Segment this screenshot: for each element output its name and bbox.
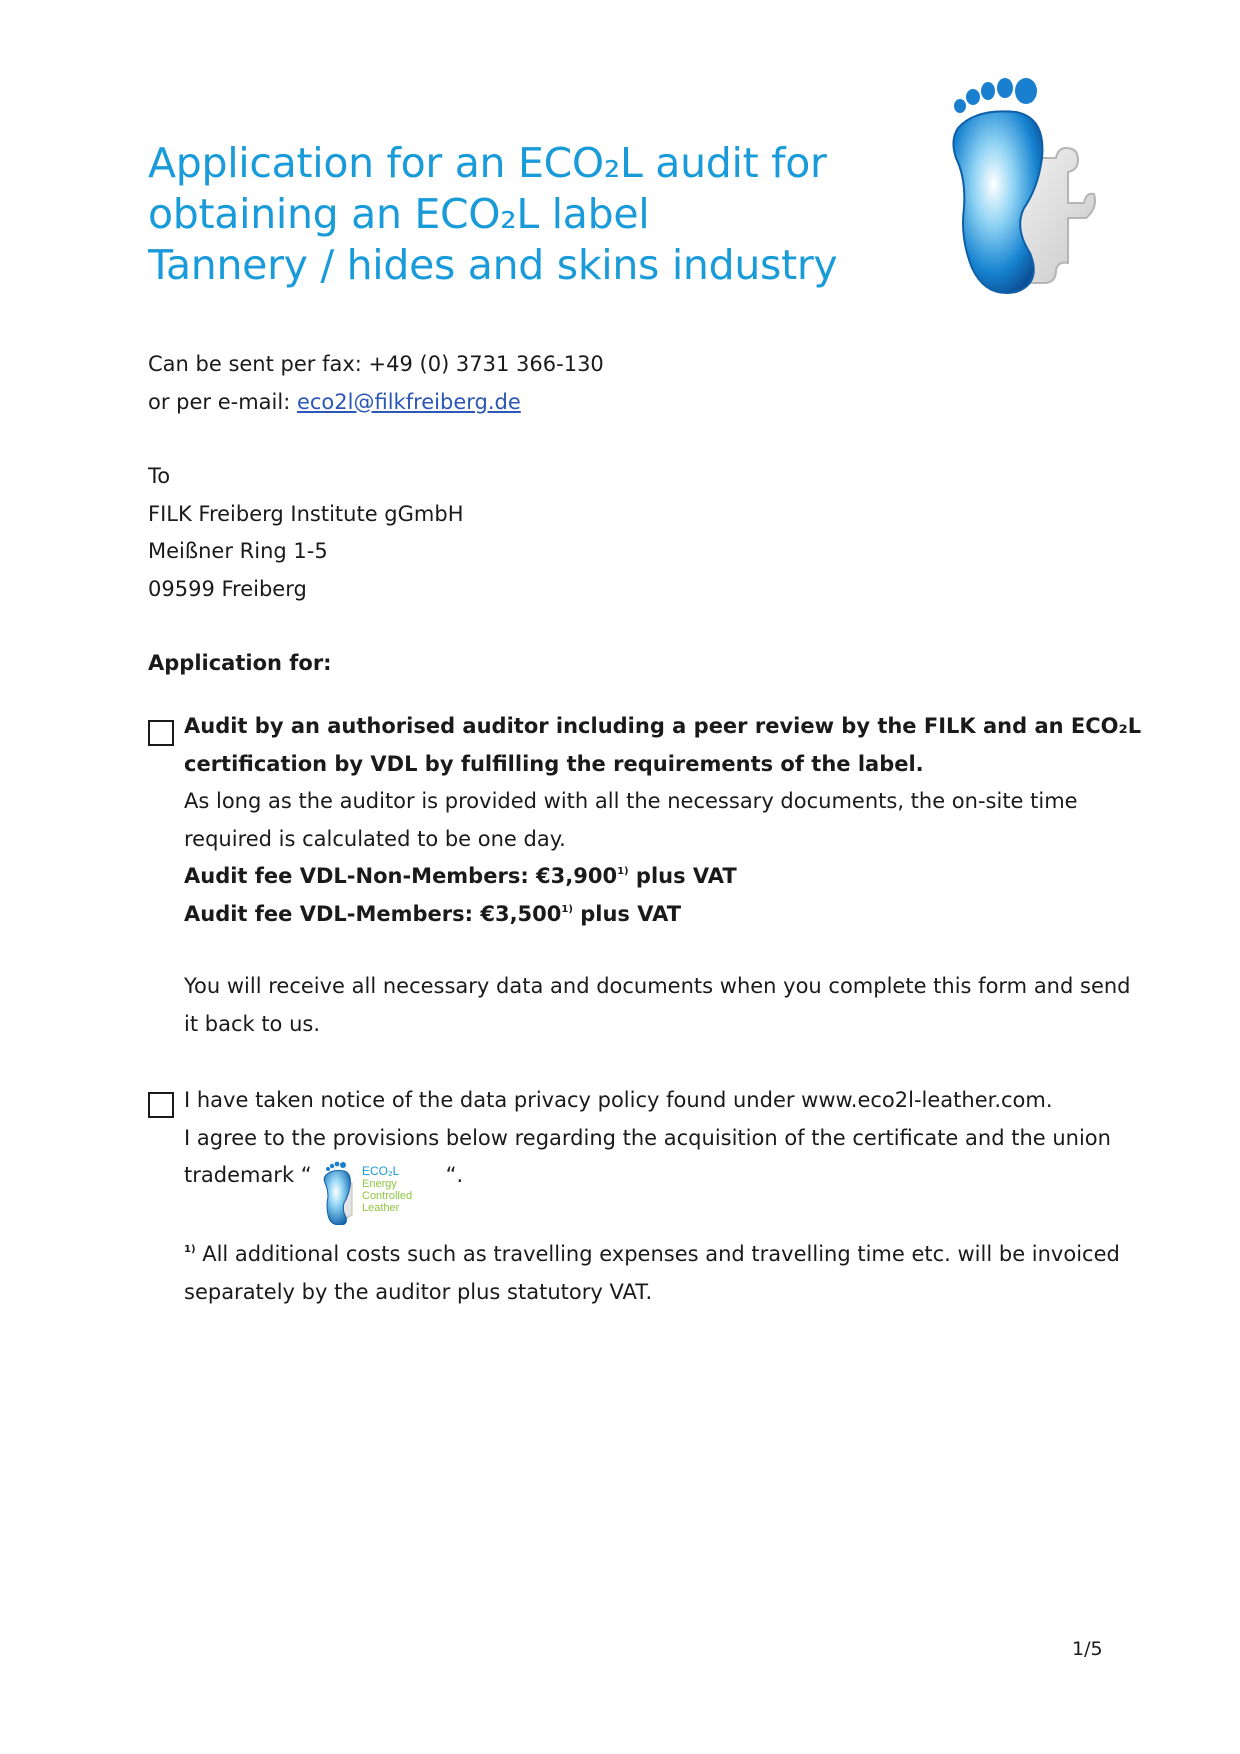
email-line xyxy=(148,384,604,422)
trademark-line xyxy=(184,1157,1104,1225)
footnote-marker: 1) xyxy=(184,1244,196,1255)
title-line-2: obtaining an ECO₂L label xyxy=(148,190,650,238)
audit-option-title-line-2: certification by VDL by fulfilling the requirements of the label. xyxy=(184,751,924,776)
footnote-line-2: separately by the auditor plus statutory VAT. xyxy=(184,1279,653,1304)
fee-members-amount: Audit fee VDL-Members: €3,500 xyxy=(184,901,562,926)
fee-members-vat: plus VAT xyxy=(572,901,682,926)
address-city: 09599 Freiberg xyxy=(148,576,307,601)
logo-text-leather: Leather xyxy=(361,1202,399,1214)
fax-line: Can be sent per fax: +49 (0) 3731 366-130 xyxy=(148,352,604,376)
fee-non-members-amount: Audit fee VDL-Non-Members: €3,900 xyxy=(184,864,618,888)
logo-text-eco2l: ECO₂L xyxy=(361,1164,400,1178)
title-line-3: Tannery / hides and skins industry xyxy=(148,241,838,289)
audit-option-title-line-1: Audit by an authorised auditor including a peer review by the FILK and an ECO₂L xyxy=(184,714,1142,738)
audit-option xyxy=(184,708,1142,933)
privacy-checkbox[interactable] xyxy=(148,1092,174,1118)
footnote-mark: 1) xyxy=(561,903,573,915)
trademark-suffix: “. xyxy=(445,1163,464,1187)
trademark-prefix: trademark “ xyxy=(184,1163,312,1187)
footnote xyxy=(184,1236,1120,1311)
application-heading: Application for: xyxy=(148,651,332,675)
info-line-2: it back to us. xyxy=(184,1011,321,1036)
info-line-1: You will receive all necessary data and documents when you complete this form and send xyxy=(184,974,1131,998)
footnote-text-1: All additional costs such as travelling expenses and travelling time etc. will be invoiced xyxy=(195,1242,1120,1266)
audit-option-desc-line-2: required is calculated to be one day. xyxy=(184,826,566,851)
eco2l-footprint-logo xyxy=(946,78,1096,308)
fee-non-members xyxy=(184,858,1104,896)
fee-members xyxy=(184,896,1104,934)
info-text xyxy=(184,968,1131,1043)
privacy-option xyxy=(184,1082,1111,1225)
logo-text-energy: Energy xyxy=(361,1178,397,1190)
fee-non-members-vat: plus VAT xyxy=(628,864,737,888)
audit-option-checkbox[interactable] xyxy=(148,720,174,746)
footnote-mark: 1) xyxy=(617,866,629,877)
email-prefix: or per e-mail: xyxy=(148,389,297,414)
email-link[interactable]: eco2l@filkfreiberg.de xyxy=(296,389,521,414)
address-street: Meißner Ring 1-5 xyxy=(148,539,328,563)
eco2l-trademark-logo xyxy=(322,1161,440,1225)
address-name: FILK Freiberg Institute gGmbH xyxy=(148,501,464,526)
privacy-line-2: I agree to the provisions below regarding the acquisition of the certificate and the union xyxy=(184,1125,1111,1150)
address-to: To xyxy=(148,464,171,488)
page-number: 1/5 xyxy=(1072,1638,1103,1660)
logo-text-controlled: Controlled xyxy=(361,1190,412,1202)
contact-block xyxy=(148,346,604,421)
privacy-line-1: I have taken notice of the data privacy policy found under www.eco2l-leather.com. xyxy=(184,1088,1053,1112)
page-title xyxy=(148,138,837,291)
footnote-line-1 xyxy=(184,1236,1120,1274)
title-line-1: Application for an ECO₂L audit for xyxy=(148,139,827,187)
audit-option-desc-line-1: As long as the auditor is provided with all the necessary documents, the on-site time xyxy=(184,789,1078,813)
address-block xyxy=(148,458,463,608)
